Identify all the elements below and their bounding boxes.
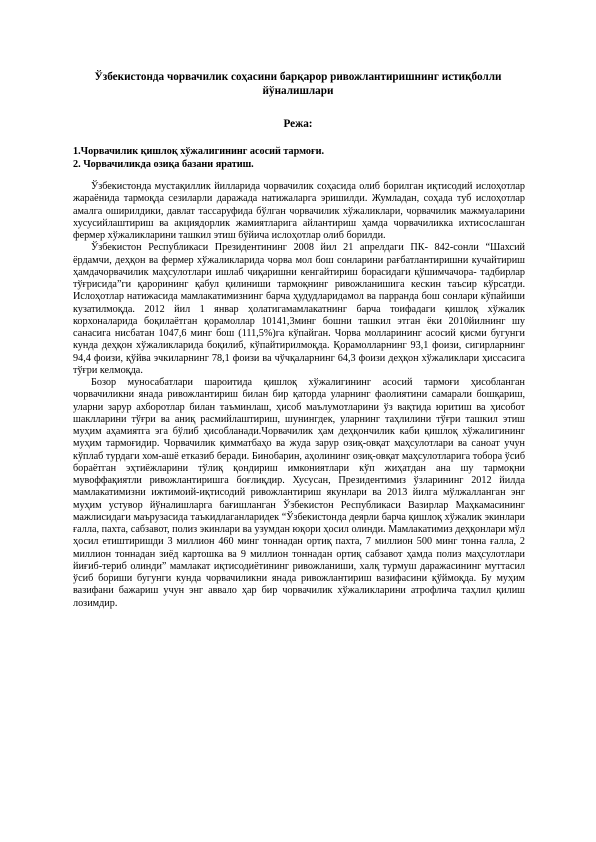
plan-heading: Режа: xyxy=(283,118,313,130)
plan-item: 2. Чорвачиликда озиқа базани яратиш. xyxy=(73,159,254,170)
document-title: Ўзбекистонда чорвачилик соҳасини барқарор ривожлантиришнинг истиқболли йўналишлари xyxy=(94,71,502,97)
plan-list xyxy=(73,145,324,171)
paragraph: Ўзбекистонда мустақиллик йилларида чорвачилик соҳасида олиб борилган иқтисодий ислоҳотлар жараёнида тармоқда сезиларли даражада натижаларга эришилди. Жумладан, соҳада туб ислоҳотлар амалга оширилдики, давлат тассаруфида бўлган чорвачилик хўжаликлари, чорвачилик мажмуаларини хусусийлаштириш ва акциядорлик жамиятларига айлантириш ҳамда чорвачиликка ихтисослашган фермер хўжаликларини ташкил этиш бўйича ислоҳотлар олиб борилди. xyxy=(73,181,525,241)
paragraph: Бозор муносабатлари шароитида қишлоқ хўжалигининг асосий тармоғи ҳисобланган чорвачиликни янада ривожлантириш билан бир қаторда уларнинг фаолиятини самарали бошқариш, уларни зарур ахборотлар билан таъминлаш, ҳисоб маълумотларини ўз вақтида юритиш ва ҳисобот шаклларини тўғри ва аниқ расмийлаштириш, шунингдек, уларнинг таҳлилини тўғри ташкил этиш муҳим аҳамиятга эга бўлиб ҳисобланади.Чорвачилик ҳам деҳқончилик каби қишлоқ хўжалигининг муҳим тармоғидир. Чорвачилик қимматбаҳо ва жуда зарур озиқ-овқат маҳсулотлари ва саноат учун кўплаб турдаги хом-ашё етказиб беради. Бинобарин, аҳолининг озиқ-овқат маҳсулотларига тобора ўсиб бораётган эҳтиёжларини тўлиқ қондириш имкониятлари кўп жиҳатдан ана шу тармоқни мувоффақиятли ривожлантиришга боғлиқдир. Хусусан, Президентимиз ўзларининг 2012 йилда мамлакатимизни ижтимоий-иқтисодий ривожлантириш якунлари ва 2013 йилга мўлжалланган энг муҳим устувор йўналишларга бағишланган Ўзбекистон Республикаси Вазирлар Маҳкамасининг мажлисидаги маърузасида таъкидлаганларидек “Ўзбекистонда деярли барча қишлоқ хўжалик экинлари ғалла, пахта, сабзавот, полиз экинлари ва узумдан юқори ҳосил олинди. Мамлакатимиз деҳқонлари мўл ҳосил етиштиришди 3 миллион 460 минг тоннадан ортиқ пахта, 7 миллион 500 минг тонна ғалла, 2 миллион тоннадан зиёд картошка ва 9 миллион тоннадан ортиқ сабзавот ҳамда полиз маҳсулотлари йиғиб-териб олинди” мамлакат иқтисодиётининг ривожланиши, халқ турмуш даражасининг муттасил ўсиб бориши бугунги кунда чорвачиликни янада ривожлантириш вазифасини қўймоқда. Бу муҳим вазифани бажариш учун энг аввало ҳар бир чорвачилик хўжаликларини атрофлича таҳлил қилиш лозимдир. xyxy=(73,377,525,609)
document-body xyxy=(73,181,525,610)
paragraph: Ўзбекистон Республикаси Президентининг 2008 йил 21 апрелдаги ПК- 842-сонли “Шахсий ёрдамчи, деҳқон ва фермер хўжаликларида чорва мол бош сонларини рағбатлантиришни кучайтириш ҳамдачорвачилик маҳсулотлари ишлаб чиқаришни кенгайтириш борасидаги қўшимчачора- тадбирлар тўғрисида”ги қарорининг қабул қилиниши тармоқнинг ривожланишига кескин таъсир кўрсатди. Ислоҳотлар натижасида мамлакатимизнинг барча ҳудудларидамол ва парранда бош сонлари кўпайиши кузатилмоқда. 2012 йил 1 январ ҳолатигамамлакатнинг барча тоифадаги қишлоқ хўжалик корхоналарида боқилаётган қорамоллар 10141,3минг бошни ташкил этган ёки 2010йилнинг шу санасига нисбатан 1047,6 минг бош (111,5%)га кўпайган. Чорва молларининг асосий қисми бугунги кунда деҳқон хўжаликларида боқилиб, кўпайтирилмоқда. Қорамолларнинг 93,1 фоизи, сигирларнинг 94,4 фоизи, қўйва эчкиларнинг 78,1 фоизи ва чўчқаларнинг 64,3 фоизи деҳқон хўжаликлари ҳиссасига тўғри келмоқда. xyxy=(73,242,525,376)
plan-item: 1.Чорвачилик қишлоқ хўжалигининг асосий тармоғи. xyxy=(73,146,325,157)
